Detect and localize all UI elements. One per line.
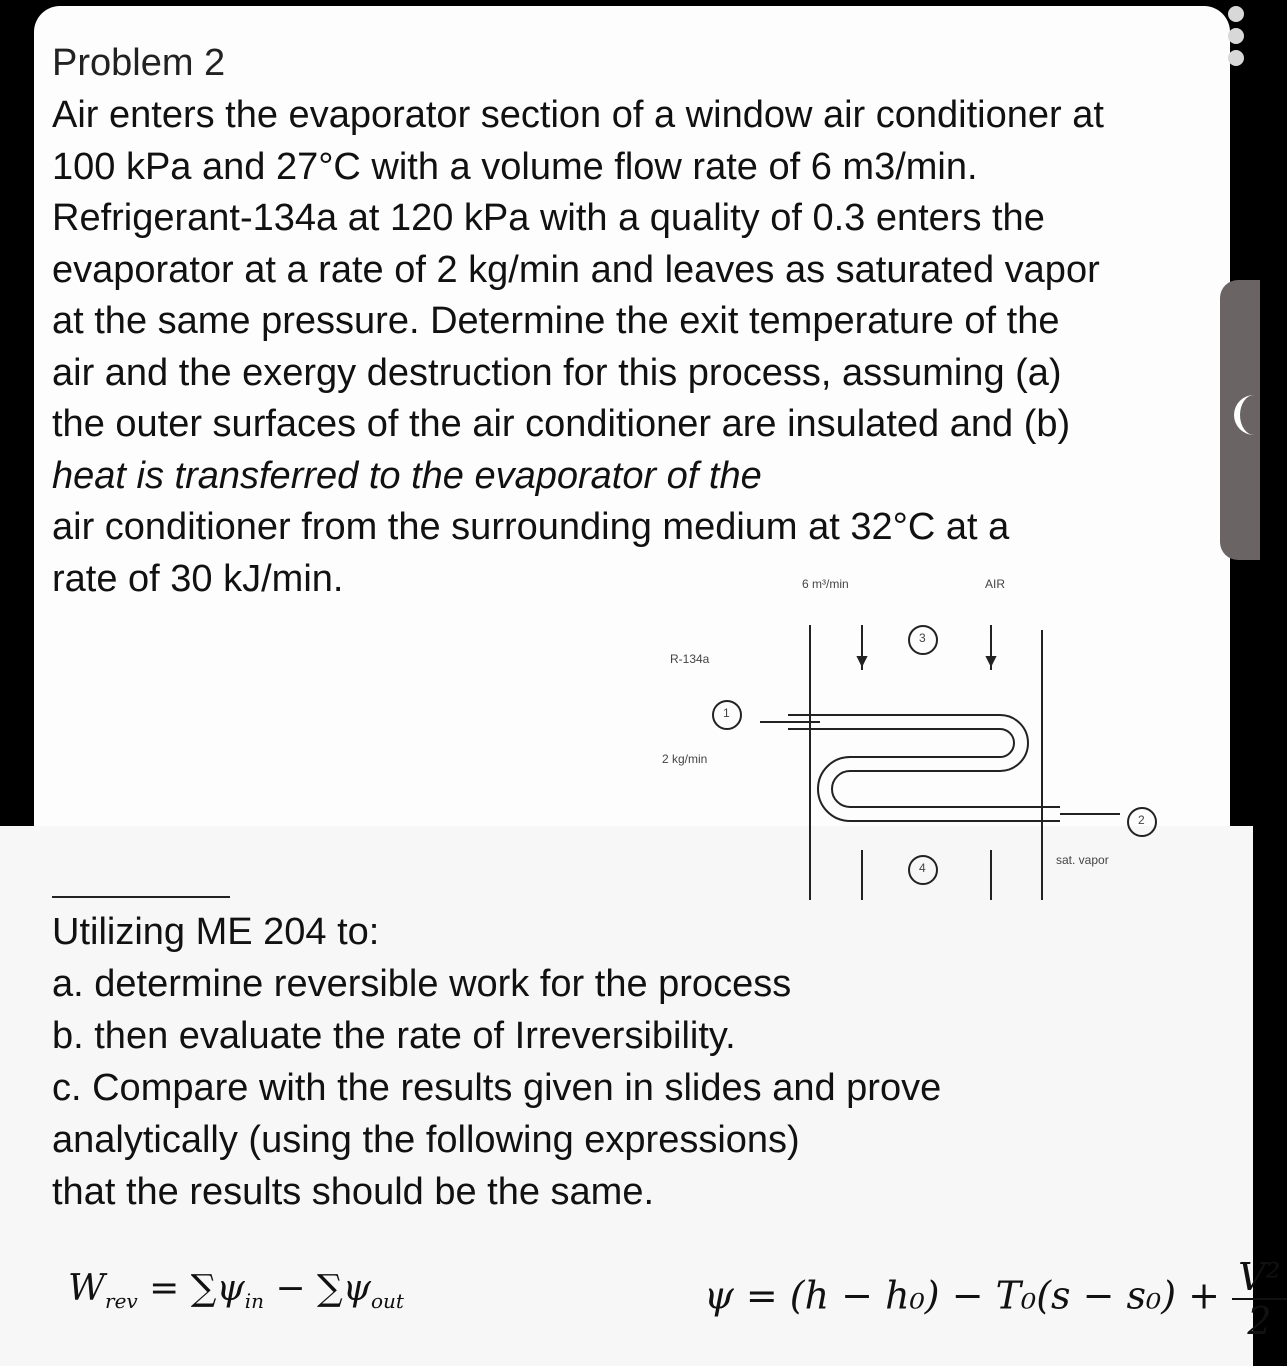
problem-line: evaporator at a rate of 2 kg/min and leaves as saturated vapor <box>52 248 1100 291</box>
state-1-label: 1 <box>723 706 730 720</box>
task-c-line-3: that the results should be the same. <box>52 1171 655 1213</box>
task-b: b. then evaluate the rate of Irreversibility. <box>52 1015 736 1057</box>
sum-in: = ∑ψ <box>137 1268 245 1309</box>
rev-subscript: rev <box>105 1289 138 1314</box>
problem-statement <box>52 90 1104 605</box>
problem-line: air conditioner from the surrounding medium at 32°C at a <box>52 506 1010 548</box>
problem-line: rate of 30 kJ/min. <box>52 557 344 600</box>
flow-rate-label: 6 m³/min <box>802 577 849 591</box>
problem-title: Problem 2 <box>52 42 226 84</box>
reversible-work-equation <box>68 1268 404 1313</box>
task-c-line-2: analytically (using the following expressions) <box>52 1119 800 1161</box>
evaporator-diagram <box>640 570 1160 910</box>
problem-line: at the same pressure. Determine the exit temperature of the <box>52 300 1060 342</box>
side-handle[interactable] <box>1220 280 1260 560</box>
problem-line: heat is transferred to the evaporator of the <box>52 454 762 497</box>
problem-line: Air enters the evaporator section of a window air conditioner at <box>52 94 1104 136</box>
problem-line: Refrigerant-134a at 120 kPa with a quality of 0.3 enters the <box>52 197 1045 239</box>
task-a: a. determine reversible work for the process <box>52 963 792 1005</box>
outlet-label: sat. vapor <box>1056 853 1109 867</box>
state-2-label: 2 <box>1138 813 1145 827</box>
task-intro: Utilizing ME 204 to: <box>52 911 380 953</box>
refrigerant-label: R-134a <box>670 652 710 666</box>
velocity-squared: V² <box>1232 1256 1287 1300</box>
more-icon[interactable] <box>1226 0 1246 70</box>
in-subscript: in <box>244 1289 264 1314</box>
flow-exergy-equation <box>704 1256 1287 1342</box>
problem-line: the outer surfaces of the air conditioner are insulated and (b) <box>52 403 1071 445</box>
state-4-label: 4 <box>919 861 926 875</box>
mass-rate-label: 2 kg/min <box>662 752 708 766</box>
problem-line: 100 kPa and 27°C with a volume flow rate of 6 m3/min. <box>52 145 978 188</box>
psi-expression: ψ = (h − h₀) − T₀(s − s₀) + <box>704 1273 1233 1318</box>
denominator: 2 <box>1247 1299 1272 1343</box>
problem-line: air and the exergy destruction for this process, assuming (a) <box>52 351 1062 394</box>
task-c-line-1: c. Compare with the results given in slides and prove <box>52 1067 942 1109</box>
divider <box>52 896 230 898</box>
task-list <box>52 906 941 1218</box>
state-3-label: 3 <box>919 631 926 645</box>
w-symbol: W <box>68 1268 106 1309</box>
air-label: AIR <box>985 577 1006 591</box>
sum-out: − ∑ψ <box>263 1268 371 1309</box>
out-subscript: out <box>370 1289 404 1314</box>
